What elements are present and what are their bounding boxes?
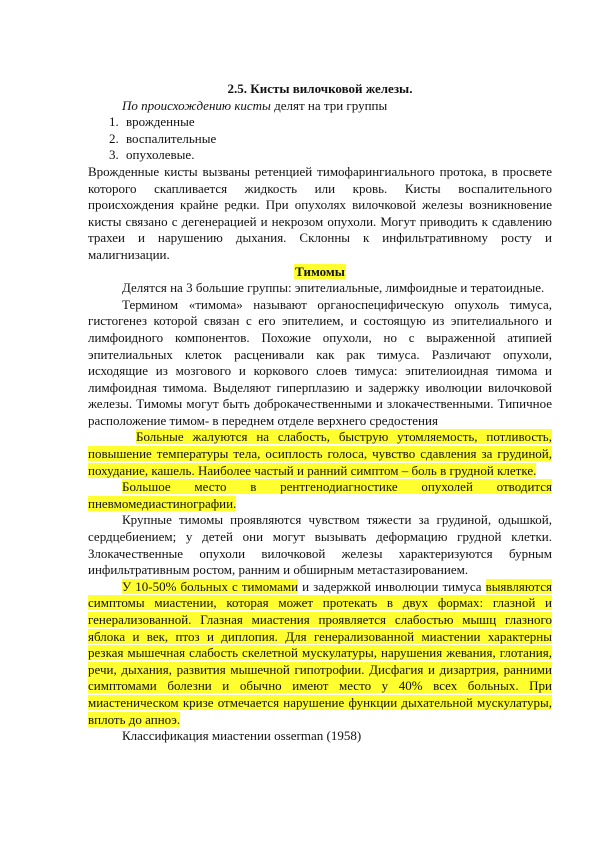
complaints-paragraph	[88, 429, 552, 479]
groups-lead-rest: делят на три группы	[270, 97, 388, 113]
thymoma-heading: Тимомы	[295, 263, 345, 279]
list-item: 1. врожденные	[122, 114, 552, 131]
document-body	[88, 81, 552, 745]
classification-line: Классификация миастении osserman (1958)	[122, 728, 362, 744]
thymoma-heading-line	[88, 264, 552, 281]
xray-paragraph	[88, 479, 552, 512]
xray-text: Большое место в рентгенодиагностике опухолей отводится пневмомедиастинографии.	[88, 479, 552, 511]
groups-lead	[88, 98, 552, 115]
groups-lead-italic: По происхождению кисты	[122, 97, 271, 113]
myasthenia-plain: и задержкой инволюции тимуса	[298, 578, 486, 594]
cysts-paragraph: Врожденные кисты вызваны ретенцией тимофарингиального протока, в просвете которого скапливается жидкость или кровь. Кисты воспалительного происхождения крайне редки. При опухолях вилочковой железы возникновение кисты связано с дегенерацией и некрозом опухоли. Могут приводить к сдавлению трахеи и нарушению дыхания. Склонны к инфильтративному росту и малигнизации.	[88, 163, 552, 262]
groups-list	[88, 114, 552, 164]
list-item: 2. воспалительные	[122, 131, 552, 148]
complaints-text: Больные жалуются на слабость, быструю утомляемость, потливость, повышение температуры тела, осиплость голоса, чувство сдавления за грудиной, похудание, кашель. Наиболее частый и ранний симптом – боль в грудной клетке.	[88, 429, 552, 478]
myasthenia-paragraph	[88, 579, 552, 728]
myasthenia-highlight-2: выявляются симптомы миастении, которая может протекать в двух формах: глазной и генерализованной. Глазная миастения проявляется слабостью мышц глазного яблока и век, птоз и диплопия. Для генерализованной миастении характерны резкая мышечная слабость скелетной мускулатуры, нарушения жевания, глотания, речи, дыхания, развития мышечной гипотрофии. Дисфагия и дизартрия, ранними симптомами болезни и обычно имеют место у 40% всех больных. При миастеническом кризе отмечается нарушение функции дыхательной мускулатуры, вплоть до апноэ.	[88, 578, 552, 727]
list-item: 3. опухолевые.	[122, 147, 552, 164]
thymoma-term-paragraph: Термином «тимома» называют органоспецифическую опухоль тимуса, гистогенез которой связан с его эпителием, и состоящую из эпителиального и лимфоидного компонентов. Похожие опухоли, но с выраженной атипией эпителиальных клеток расценивали как рак тимуса. Различают опухоли, исходящие из мозгового и коркового слоев тимуса: эпителиоидная тимома и лимфоидная тимома. Выделяют гиперплазию и задержку иволюции вилочковой железы. Тимомы могут быть доброкачественными и злокачественными. Типичное расположение тимом- в переднем отделе верхнего средостения	[88, 296, 552, 428]
myasthenia-highlight-1: У 10-50% больных с тимомами	[122, 578, 299, 594]
section-title: 2.5. Кисты вилочковой железы.	[227, 81, 413, 96]
thymoma-groups-paragraph: Делятся на 3 большие группы: эпителиальные, лимфоидные и тератоидные.	[122, 280, 545, 296]
large-thymoma-paragraph: Крупные тимомы проявляются чувством тяжести за грудиной, одышкой, сердцебиением; у детей они могут вызывать деформацию грудной клетки. Злокачественные опухоли вилочковой железы характеризуются бурным инфильтративным ростом, ранним и обширным метастазированием.	[88, 512, 552, 578]
